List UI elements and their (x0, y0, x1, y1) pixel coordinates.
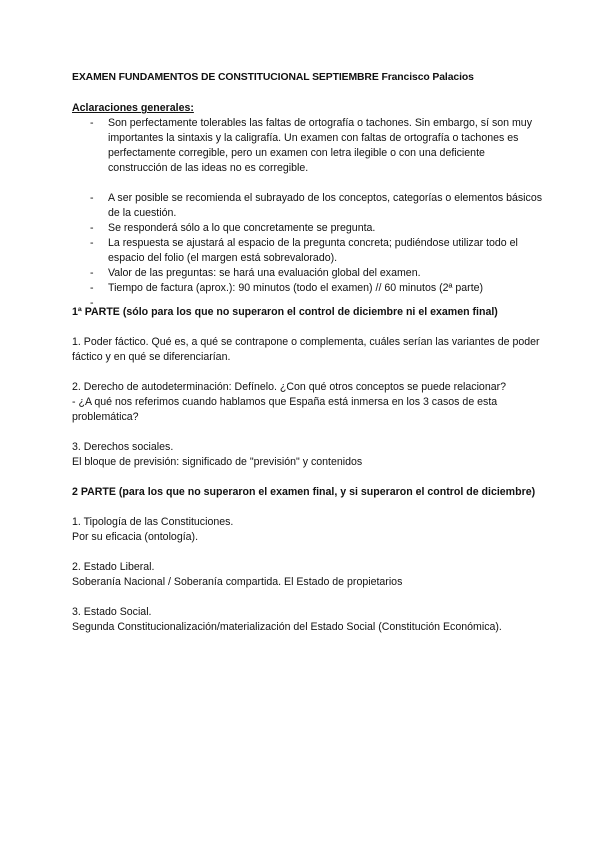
parte2-question-1 (72, 515, 542, 545)
list-item (72, 266, 542, 281)
list-item-text: Tiempo de factura (aprox.): 90 minutos (todo el examen) // 60 minutos (2ª parte) (108, 282, 484, 294)
list-item (72, 236, 542, 266)
list-item-text: Valor de las preguntas: se hará una evaluación global del examen. (108, 267, 421, 279)
parte1-heading: 1ª PARTE (sólo para los que no superaron el control de diciembre ni el examen final) (72, 306, 498, 318)
question-text: 1. Poder fáctico. Qué es, a qué se contrapone o complementa, cuáles serían las variantes de poder fáctico y en qué se diferenciarían. (72, 336, 540, 363)
parte1-question-1 (72, 335, 542, 365)
bullet-dash: - (90, 282, 94, 294)
parte1-question-3 (72, 440, 542, 470)
parte2-question-3 (72, 605, 542, 635)
question-subtext: Segunda Constitucionalización/materialización del Estado Social (Constitución Económica). (72, 621, 502, 633)
question-subtext: - ¿A qué nos referimos cuando hablamos que España está inmersa en los 3 casos de esta problemática? (72, 396, 498, 423)
list-item (72, 191, 542, 221)
question-subtext: Soberanía Nacional / Soberanía compartida. El Estado de propietarios (72, 576, 403, 588)
list-item-text: Son perfectamente tolerables las faltas de ortografía o tachones. Sin embargo, sí son muy importantes la sintaxis y la caligrafía. Un examen con faltas de ortografía o tachones es perfectamente corregible, pero un examen con letra ilegible o con una deficiente construcción de las ideas no es corregible. (108, 117, 532, 174)
bullet-dash: - (90, 222, 94, 234)
list-item-text: A ser posible se recomienda el subrayado de los conceptos, categorías o elementos básicos de la cuestión. (108, 192, 543, 219)
document-body (72, 70, 542, 635)
question-text: 3. Derechos sociales. (72, 441, 174, 453)
bullet-dash: - (90, 192, 94, 204)
question-subtext: El bloque de previsión: significado de "previsión" y contenidos (72, 456, 363, 468)
question-subtext: Por su eficacia (ontología). (72, 531, 199, 543)
bullet-dash: - (90, 237, 94, 249)
list-item (72, 296, 542, 309)
question-text: 3. Estado Social. (72, 606, 152, 618)
question-text: 2. Estado Liberal. (72, 561, 155, 573)
question-text: 1. Tipología de las Constituciones. (72, 516, 234, 528)
list-item (72, 221, 542, 236)
bullet-dash: - (90, 297, 94, 309)
aclaraciones-heading: Aclaraciones generales: (72, 102, 194, 114)
list-item (72, 116, 542, 176)
exam-title: EXAMEN FUNDAMENTOS DE CONSTITUCIONAL SEPTIEMBRE Francisco Palacios (72, 72, 474, 83)
parte2-heading: 2 PARTE (para los que no superaron el examen final, y si superaron el control de diciembre) (72, 486, 536, 498)
list-item-text: Se responderá sólo a lo que concretamente se pregunta. (108, 222, 376, 234)
question-text: 2. Derecho de autodeterminación: Defínelo. ¿Con qué otros conceptos se puede relacionar? (72, 381, 507, 393)
list-item (72, 281, 542, 296)
bullet-dash: - (90, 267, 94, 279)
aclaraciones-list (72, 116, 543, 309)
parte1-question-2 (72, 380, 542, 425)
bullet-dash: - (90, 117, 94, 129)
list-item-text: La respuesta se ajustará al espacio de la pregunta concreta; pudiéndose utilizar todo el espacio del folio (el margen está sobrevalorado). (108, 237, 518, 264)
parte2-question-2 (72, 560, 542, 590)
